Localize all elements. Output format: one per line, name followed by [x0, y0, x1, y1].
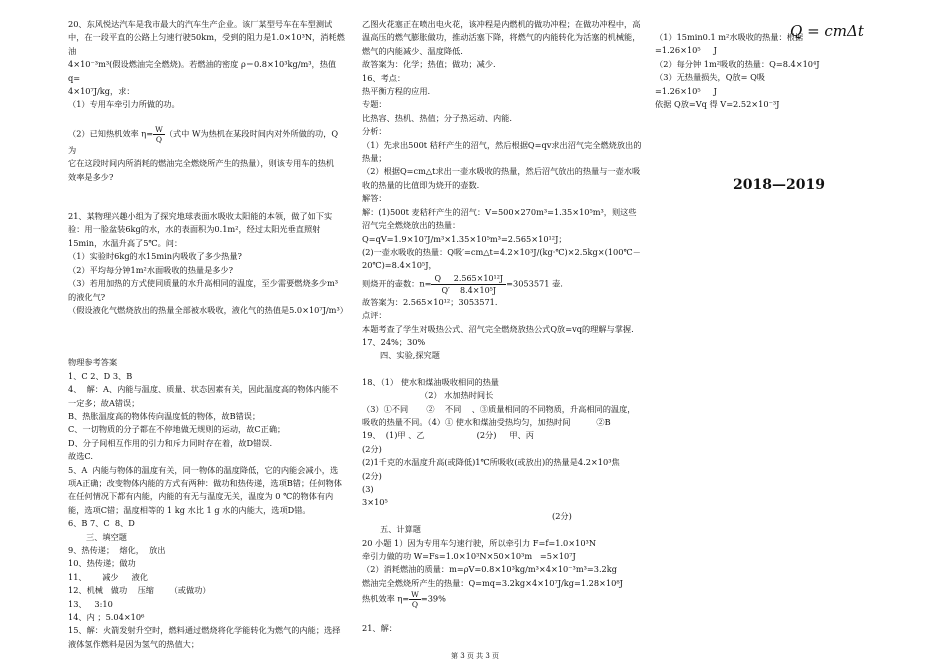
answer-line: B、热胀温度高的物体传向温度低的物体，故B错误；: [68, 410, 261, 421]
answer-line: （3）①不同 ② 不同 、③质量相同的不同物质，升高相同的温度，吸收的热量不同。（4）① 使水和煤油受热均匀，加热时间 ②B: [362, 403, 636, 427]
answer-line: (3): [362, 484, 374, 494]
pots-fraction: [431, 273, 506, 296]
answer-line: 牵引力做的功 W=Fs=1.0×10³N×50×10³m =5×10⁷J: [362, 551, 576, 562]
answer-line: (2分): [552, 510, 572, 521]
pots-result: =3053571 壶.: [506, 278, 563, 289]
fraction-numerator: W: [155, 124, 163, 134]
section-heading: 三、填空题: [86, 531, 127, 542]
answer-line: 本题考查了学生对吸热公式、沼气完全燃烧放热公式Q放=vq的理解与掌握.: [362, 323, 634, 334]
q21-sub2: （2）平均每分钟1m²水面吸收的热量是多少?: [68, 264, 234, 275]
answer-line: =1.26×10⁵ J: [655, 45, 717, 56]
answer-line: 解答：: [362, 193, 387, 204]
answer-line: 燃油完全燃烧所产生的热量：Q=mq=3.2kg×4×10⁷J/kg=1.28×10⁸J: [362, 577, 623, 588]
answer-line: 17、24%；30%: [362, 336, 426, 347]
q20-sub1: （1）专用车牵引力所做的功。: [68, 99, 180, 110]
answer-line: 比热容、热机、热值；分子热运动、内能.: [362, 112, 512, 123]
answer-line: （2） 水加热时间长: [420, 390, 494, 401]
answer-line: 故答案为：2.565×10¹²；3053571.: [362, 296, 498, 307]
answer-line: 乙图火花塞正在喷出电火花，该冲程是内燃机的做功冲程；在做功冲程中，高温高压的燃气膨胀做功，推动活塞下降，将燃气的内能转化为活塞的机械能，燃气的内能减少、温度降低.: [362, 19, 641, 56]
middle-column: [362, 18, 642, 636]
answer-line: 分析：: [362, 126, 387, 137]
answer-line: 热平衡方程的应用.: [362, 86, 431, 97]
answer-line: 6、B 7、C 8、D: [68, 518, 135, 529]
answer-line: 故答案为：化学；热值；做功；减少.: [362, 59, 496, 70]
q20-line: 4×10⁻³m³(假设燃油完全燃烧)。若燃油的密度 ρ＝0.8×10³kg/m³，热值 q=: [68, 59, 339, 83]
answer-line: （3）无热量损失，Q放= Q吸: [655, 72, 765, 83]
answer-line: 19、 (1)甲 、乙 (2分) 甲、丙: [362, 430, 534, 441]
answer-line: 5、A 内能与物体的温度有关，同一物体的温度降低，它的内能会减小，选项A正确；改变物体内能的方式有两种：做功和热传递，选项B错；任何物体在任何情况下都有内能，内能的有无与温度无关，温度为 0 ℃的物体有内能，选项C错；温度相等的 1 kg 水比 1 g 水的内能大，选项D错。: [68, 464, 342, 515]
answer-line: 14、内 ；5.04×10⁶: [68, 612, 145, 623]
q21-note: （假设液化气燃烧放出的热量全部被水吸收，液化气的热值是5.0×10⁷J/m³）: [68, 304, 348, 315]
q21-sub1: （1）实验时6kg的水15min内吸收了多少热量?: [68, 251, 242, 262]
answer-line: 专题：: [362, 99, 387, 110]
answer-line: 点评：: [362, 310, 387, 321]
answer-line: （2）根据Q=cm△t求出一壶水吸收的热量，然后沼气放出的热量与一壶水吸收的热量的比值即为烧开的壶数.: [362, 166, 641, 190]
answer-line: 11、 减少 液化: [68, 571, 148, 582]
answer-line: (2)一壶水吸收的热量：Q吸′=cm△t=4.2×10³J/(kg·℃)×2.5kg×(100℃－20℃)=8.4×10⁵J，: [362, 246, 641, 271]
fraction-numerator: Q 2.565×10¹²J: [431, 273, 506, 285]
q20-sub2-text: （2）已知热机效率 η=: [68, 128, 154, 139]
page-footer: 第 3 页 共 3 页: [450, 652, 500, 660]
q20-sub2-text-end: （式中 W为热机在某段时间内对外所做的功，Q为: [68, 128, 339, 155]
answer-line: [362, 590, 642, 609]
answer-title: 物理参考答案: [68, 357, 118, 368]
q20-line: 它在这段时间内所消耗的燃油完全燃烧所产生的热量），则该专用车的热机: [68, 158, 335, 169]
answer-line: 15、解：火箭发射升空时，燃料通过燃烧将化学能转化为燃气的内能；选择液体氢作燃料是因为氢气的热值大；: [68, 625, 341, 649]
answer-line: （2）消耗燃油的质量：m=ρV=0.8×10³kg/m³×4×10⁻³m³=3.2kg: [362, 564, 617, 575]
left-column: [68, 18, 346, 651]
heat-formula: Q = cmΔt: [790, 22, 864, 40]
answer-line: =1.26×10⁵ J: [655, 85, 717, 96]
answer-line: D、分子间相互作用的引力和斥力同时存在着，故D错误.: [68, 437, 273, 448]
answer-line: (2分): [362, 470, 382, 481]
answer-line: 12、机械 做功 压缩 （或做功）: [68, 585, 211, 596]
q21-line: 21、某物理兴趣小组为了探究地球表面水吸收太阳能的本领，做了如下实验：用一脸盆装6kg的水，水的表面积为0.1m²，经过太阳光垂直照射15min，水温升高了5℃。问：: [68, 211, 333, 248]
fraction-denominator: Q: [155, 134, 163, 144]
answer-line: (2)1千克的水温度升高(或降低)1℃所吸收(或放出)的热量是4.2×10³焦: [362, 457, 620, 468]
answer-line: （1）15min0.1 m²水吸收的热量：根据: [655, 32, 804, 42]
answer-line: 故选C.: [68, 451, 93, 462]
fraction-numerator: W: [411, 590, 419, 600]
answer-line: 13、 3:10: [68, 598, 113, 609]
answer-line: 解：(1)500t 麦秸秆产生的沼气：V=500×270m³=1.35×10⁵m³，则这些沼气完全燃烧放出的热量：Q=qV=1.9×10⁷J/m³×1.35×10⁵m³=2.565×10¹²J；: [362, 206, 637, 244]
answer-line: C、一切物质的分子都在不停地做无规则的运动，故C正确；: [68, 424, 286, 435]
answer-line: 1、C 2、D 3、B: [68, 370, 133, 381]
answer-line: 4、 解：A、内能与温度、质量、状态因素有关，因此温度高的物体内能不一定多；故A错误；: [68, 384, 339, 408]
answer-line: [362, 273, 642, 296]
efficiency-result: =39%: [420, 593, 446, 604]
answer-line: 18、（1） 使水和煤油吸收相同的热量: [362, 376, 499, 387]
q20-line: 20、东风悦达汽车是我市最大的汽车生产企业。该厂某型号车在车型测试中，在一段平直的公路上匀速行驶50km，受到的阻力是1.0×10³N，消耗燃油: [68, 19, 345, 56]
fraction-denominator: Q: [411, 600, 419, 610]
q20-line: 效率是多少?: [68, 171, 114, 182]
answer-line: （2）每分钟 1m²吸收的热量：Q=8.4×10⁴J: [655, 58, 820, 69]
answer-line: 20 小题 1）因为专用车匀速行驶，所以牵引力 F=f=1.0×10³N: [362, 537, 596, 548]
answer-line: 21、解：: [362, 623, 397, 634]
fraction-denominator: Q′ 8.4×10⁵J: [441, 285, 497, 295]
efficiency-fraction: [153, 125, 165, 144]
pots-text: 则烧开的壶数：n=: [362, 278, 432, 289]
answer-line: 16、考点：: [362, 72, 406, 83]
answer-line: 9、热传递； 熔化， 放出: [68, 545, 166, 555]
section-heading: 五、计算题: [380, 524, 421, 535]
efficiency-fraction: [409, 590, 421, 609]
q20-sub2: [68, 125, 346, 157]
efficiency-text: 热机效率 η=: [362, 593, 410, 604]
answer-line: 10、热传递；做功: [68, 558, 136, 569]
answer-line: 依据 Q放=Vq 得 V=2.52×10⁻³J: [655, 99, 780, 110]
q21-sub3: （3）若用加热的方式使同质量的水升高相同的温度，至少需要燃烧多少m³的液化气?: [68, 278, 339, 302]
year-title: 2018—2019: [733, 177, 825, 193]
q20-line: 4×10⁷J/kg，求：: [68, 86, 135, 97]
section-heading: 四、实验,探究题: [380, 350, 440, 361]
answer-line: (2分): [362, 443, 382, 454]
answer-line: （1）先求出500t 秸秆产生的沼气，然后根据Q=qv求出沼气完全燃烧放出的热量；: [362, 139, 642, 164]
answer-line: 3×10⁵: [362, 497, 388, 508]
